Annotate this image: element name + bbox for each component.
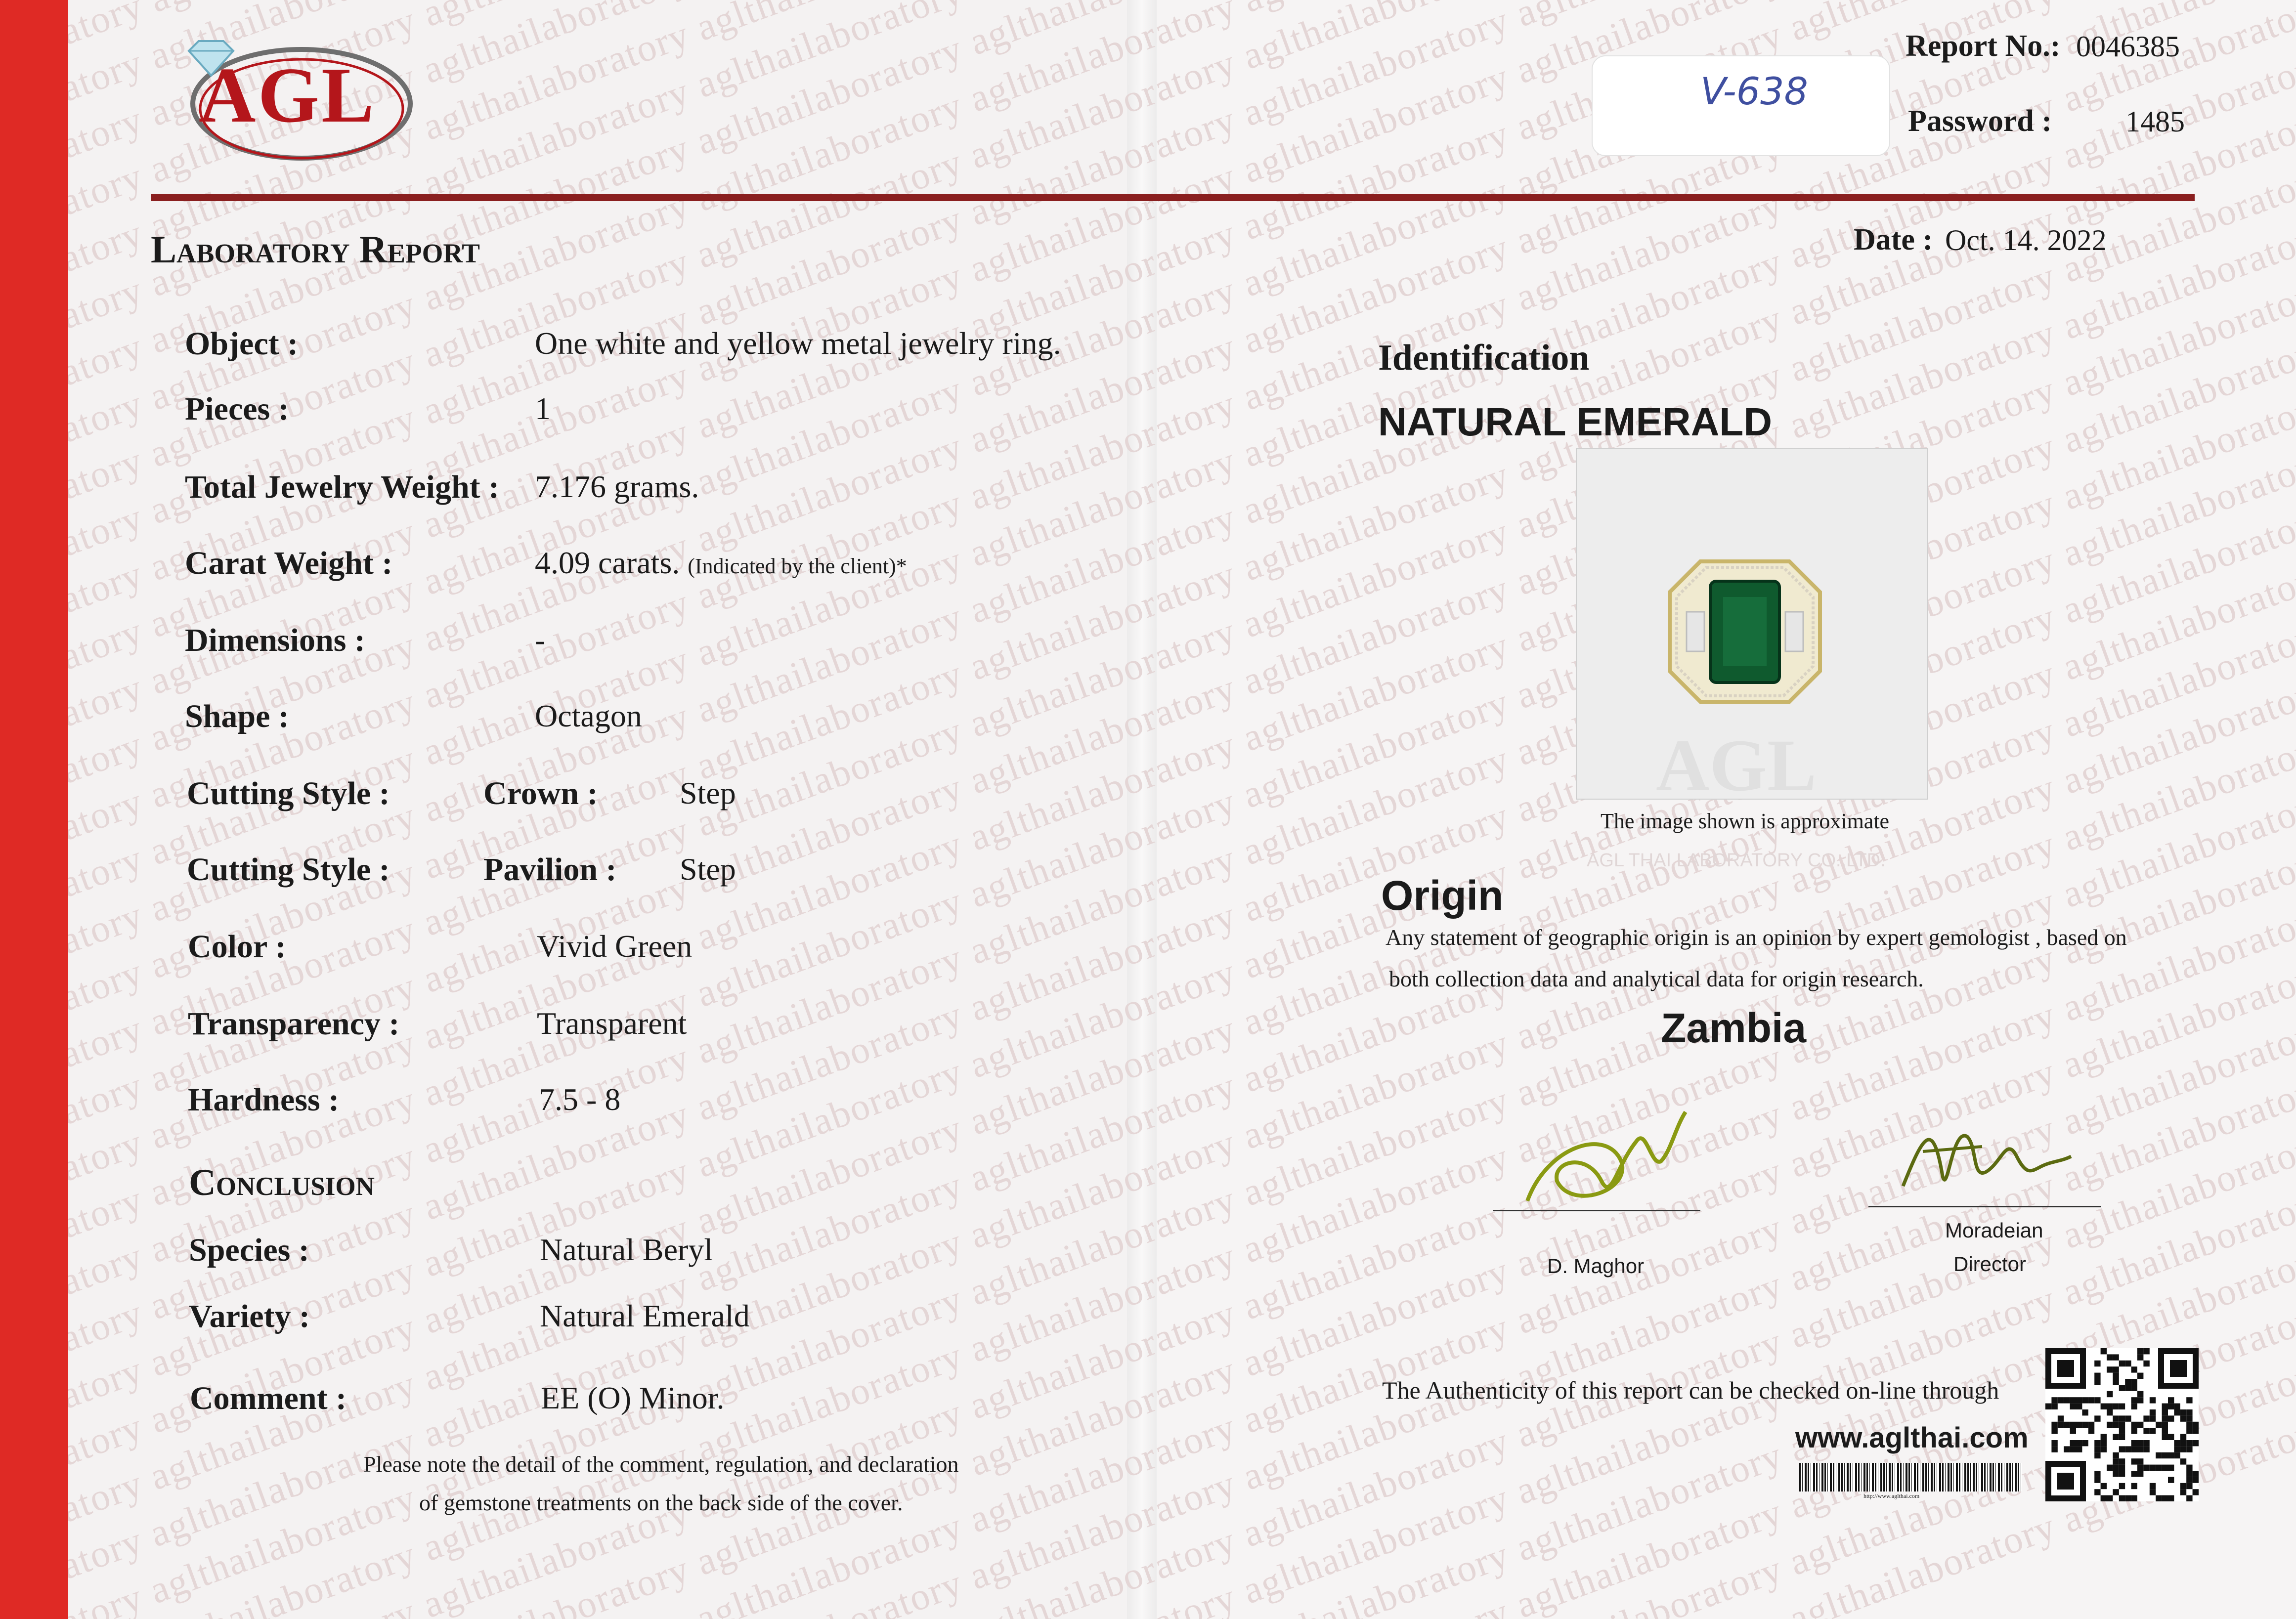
origin-country: Zambia — [1661, 1004, 1806, 1052]
field-value: Vivid Green — [537, 928, 692, 965]
password-value: 1485 — [2125, 105, 2185, 139]
field-value: EE (O) Minor. — [541, 1380, 725, 1416]
field-value: Step — [680, 775, 736, 811]
field-sublabel: Pavilion : — [483, 851, 617, 889]
field-value: Step — [680, 851, 736, 888]
carat-value: 4.09 carats. — [535, 545, 680, 580]
field-label: Comment : — [190, 1380, 347, 1417]
field-label: Dimensions : — [185, 622, 365, 659]
field-label: Color : — [188, 928, 286, 966]
origin-statement-line2: both collection data and analytical data for origin research. — [1389, 966, 1924, 992]
handwritten-note: V-638 — [1700, 69, 1808, 113]
field-value: 7.5 - 8 — [539, 1081, 620, 1118]
field-label: Shape : — [185, 698, 289, 735]
field-label: Cutting Style : — [187, 851, 390, 889]
field-label: Transparency : — [188, 1005, 399, 1043]
field-label: Object : — [185, 325, 298, 363]
treatment-note-line2: of gemstone treatments on the back side of the cover. — [419, 1490, 903, 1516]
signer-name: Moradeian — [1945, 1219, 2043, 1242]
date-label: Date : — [1854, 222, 1933, 257]
password-label: Password : — [1908, 104, 2052, 139]
photo-watermark-company: AGL THAI LABORATORY CO.,LTD. — [1587, 850, 1886, 871]
field-label: Total Jewelry Weight : — [185, 469, 499, 506]
signer-name: D. Maghor — [1547, 1254, 1644, 1278]
authenticity-text: The Authenticity of this report can be checked on-line through — [1382, 1376, 1999, 1405]
field-value: Transparent — [537, 1005, 687, 1042]
signer-title: Director — [1953, 1252, 2026, 1276]
field-value: 1 — [535, 390, 551, 427]
field-label: Carat Weight : — [185, 545, 392, 582]
origin-heading: Origin — [1381, 872, 1503, 920]
website-link[interactable]: www.aglthai.com — [1795, 1421, 2029, 1454]
field-label: Pieces : — [185, 390, 289, 428]
field-label: Species : — [189, 1232, 309, 1269]
field-value: Natural Beryl — [540, 1232, 713, 1268]
report-no-label: Report No.: — [1906, 29, 2060, 64]
origin-statement-line1: Any statement of geographic origin is an opinion by expert gemologist , based on — [1386, 924, 2127, 950]
field-sublabel: Crown : — [483, 775, 598, 812]
field-label: Hardness : — [188, 1081, 339, 1119]
field-value: 7.176 grams. — [535, 469, 699, 505]
field-value: - — [535, 622, 545, 658]
identification-result: NATURAL EMERALD — [1378, 399, 1772, 445]
report-no-value: 0046385 — [2076, 30, 2180, 64]
date-value: Oct. 14. 2022 — [1945, 223, 2107, 257]
treatment-note-line1: Please note the detail of the comment, regulation, and declaration — [363, 1451, 959, 1477]
barcode-caption: http://www.aglthai.com — [1863, 1492, 1919, 1500]
field-label: Cutting Style : — [187, 775, 390, 812]
field-value: One white and yellow metal jewelry ring. — [535, 325, 1061, 362]
field-value: Octagon — [535, 698, 642, 734]
field-value: Natural Emerald — [540, 1298, 750, 1334]
report-title: Laboratory Report — [151, 227, 480, 272]
field-label: Variety : — [189, 1298, 310, 1335]
carat-note: (Indicated by the client)* — [688, 554, 907, 578]
photo-watermark: AGL — [1656, 723, 1817, 808]
image-caption: The image shown is approximate — [1601, 809, 1889, 834]
identification-heading: Identification — [1378, 337, 1590, 379]
conclusion-title: Conclusion — [189, 1161, 375, 1204]
logo-text: AGL — [199, 49, 376, 141]
